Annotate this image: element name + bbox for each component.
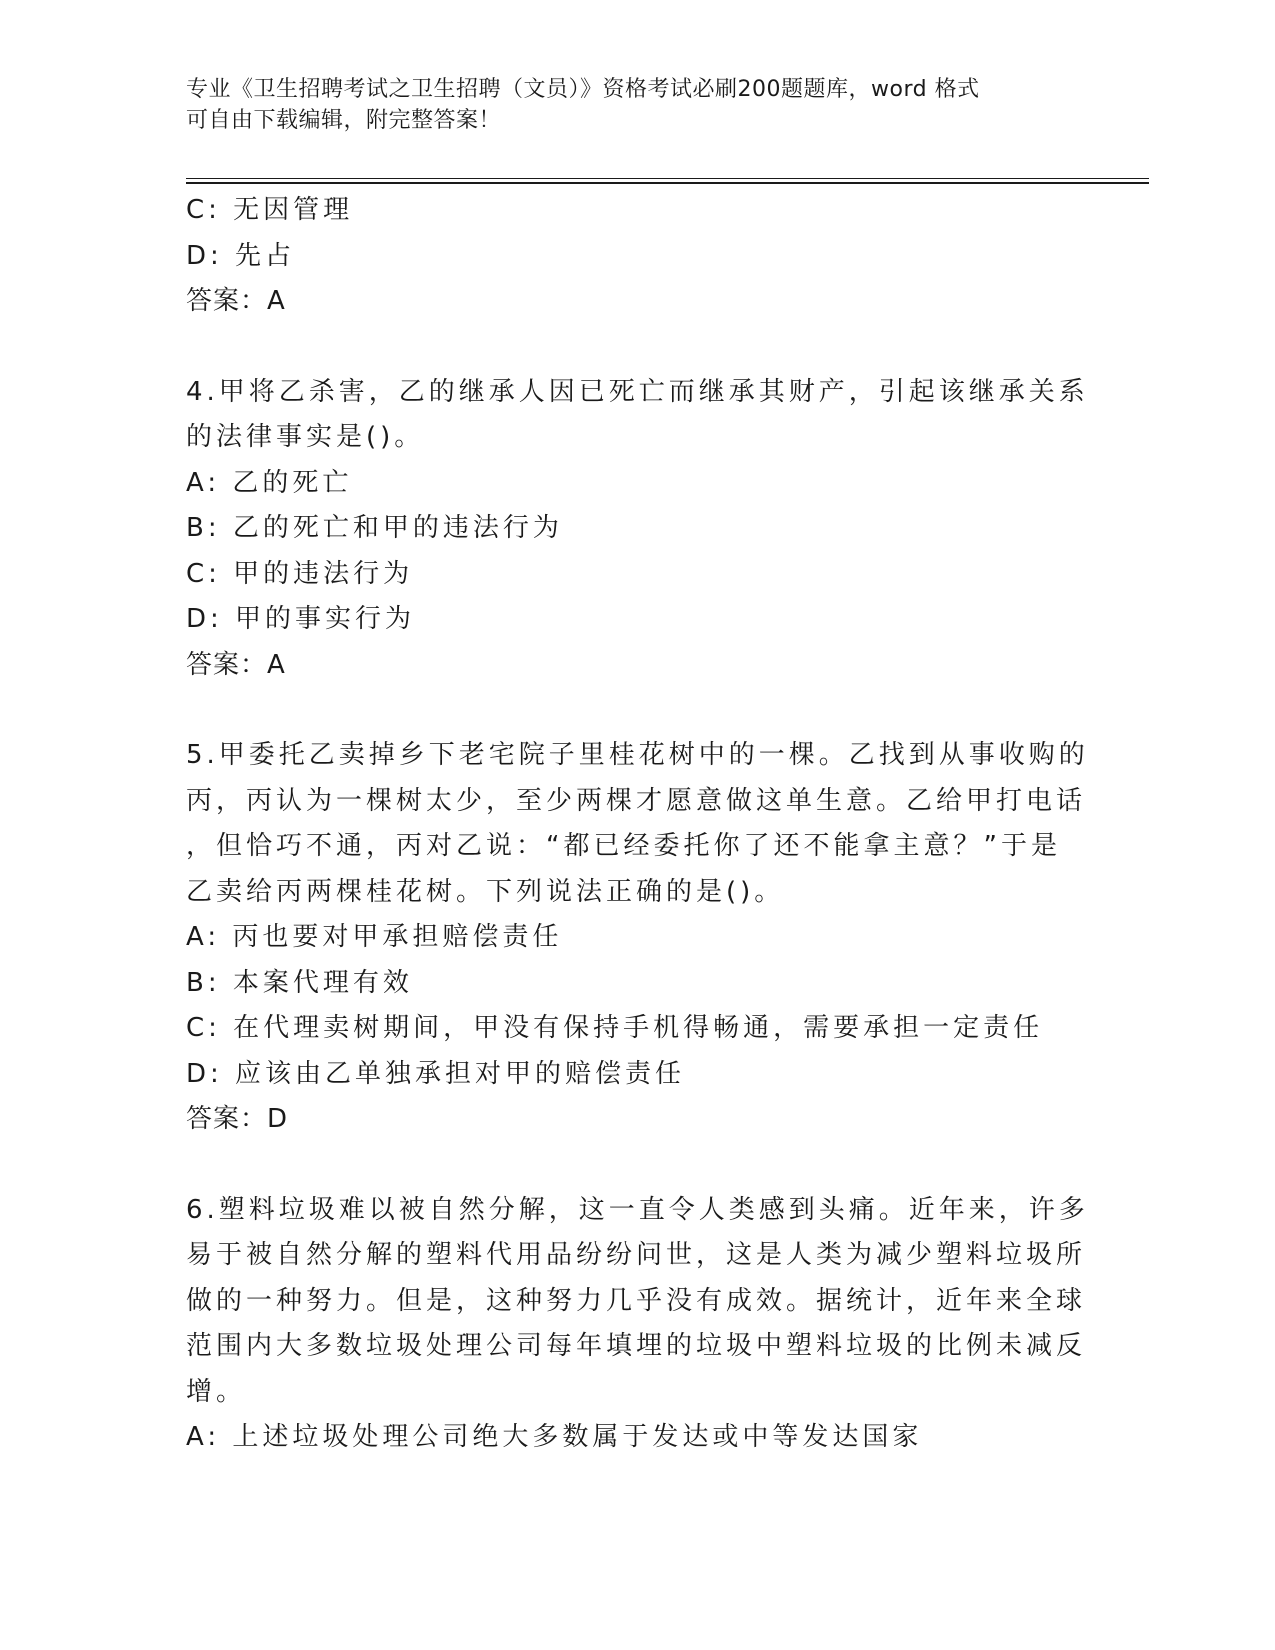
option-d: D: 先占	[186, 240, 296, 271]
answer-line: 答案：D	[186, 1104, 289, 1134]
answer-line: 答案：A	[186, 649, 286, 680]
stem-line: 乙卖给丙两棵桂花树。下列说法正确的是()。	[186, 876, 785, 907]
option-c: C: 在代理卖树期间，甲没有保持手机得畅通，需要承担一定责任	[186, 1013, 1044, 1043]
stem-line: 4.甲将乙杀害，乙的继承人因已死亡而继承其财产，引起该继承关系	[186, 376, 1089, 407]
option-a: A: 丙也要对甲承担赔偿责任	[186, 922, 563, 952]
option-c: C: 无因管理	[186, 195, 354, 225]
option-b: B: 本案代理有效	[186, 967, 413, 998]
option-c: C: 甲的违法行为	[186, 558, 414, 589]
option-a: A: 乙的死亡	[186, 467, 353, 498]
stem-line: 易于被自然分解的塑料代用品纷纷问世，这是人类为减少塑料垃圾所	[186, 1240, 1087, 1270]
stem-line: 5.甲委托乙卖掉乡下老宅院子里桂花树中的一棵。乙找到从事收购的	[186, 740, 1089, 770]
header-title-line-2: 可自由下载编辑，附完整答案！	[186, 108, 502, 133]
header-divider	[186, 178, 1149, 184]
stem-line: 丙，丙认为一棵树太少，至少两棵才愿意做这单生意。乙给甲打电话	[186, 785, 1087, 816]
option-b: B: 乙的死亡和甲的违法行为	[186, 513, 563, 543]
stem-line: 做的一种努力。但是，这种努力几乎没有成效。据统计，近年来全球	[186, 1285, 1087, 1316]
header-title-line-1: 专业《卫生招聘考试之卫生招聘（文员）》资格考试必刷200题题库，word 格式	[186, 77, 980, 102]
stem-line: 增。	[186, 1376, 247, 1407]
question-4	[186, 370, 1089, 689]
question-stem	[186, 370, 1089, 461]
stem-line: ，但恰巧不通，丙对乙说：“都已经委托你了还不能拿主意？”于是	[186, 831, 1061, 861]
answer-line: 答案：A	[186, 286, 286, 316]
question-stem	[186, 1188, 1089, 1416]
document-body	[186, 188, 1089, 1461]
question-3-tail	[186, 188, 1056, 325]
stem-line: 6.塑料垃圾难以被自然分解，这一直令人类感到头痛。近年来，许多	[186, 1194, 1089, 1225]
option-d: D: 应该由乙单独承担对甲的赔偿责任	[186, 1058, 686, 1089]
option-d: D: 甲的事实行为	[186, 604, 416, 634]
question-6	[186, 1188, 1089, 1461]
question-stem	[186, 733, 1089, 915]
stem-line: 范围内大多数垃圾处理公司每年填埋的垃圾中塑料垃圾的比例未减反	[186, 1331, 1087, 1361]
question-5	[186, 733, 1089, 1143]
page-header	[186, 74, 1066, 136]
option-a: A: 上述垃圾处理公司绝大多数属于发达或中等发达国家	[186, 1422, 923, 1452]
stem-line: 的法律事实是()。	[186, 422, 425, 452]
